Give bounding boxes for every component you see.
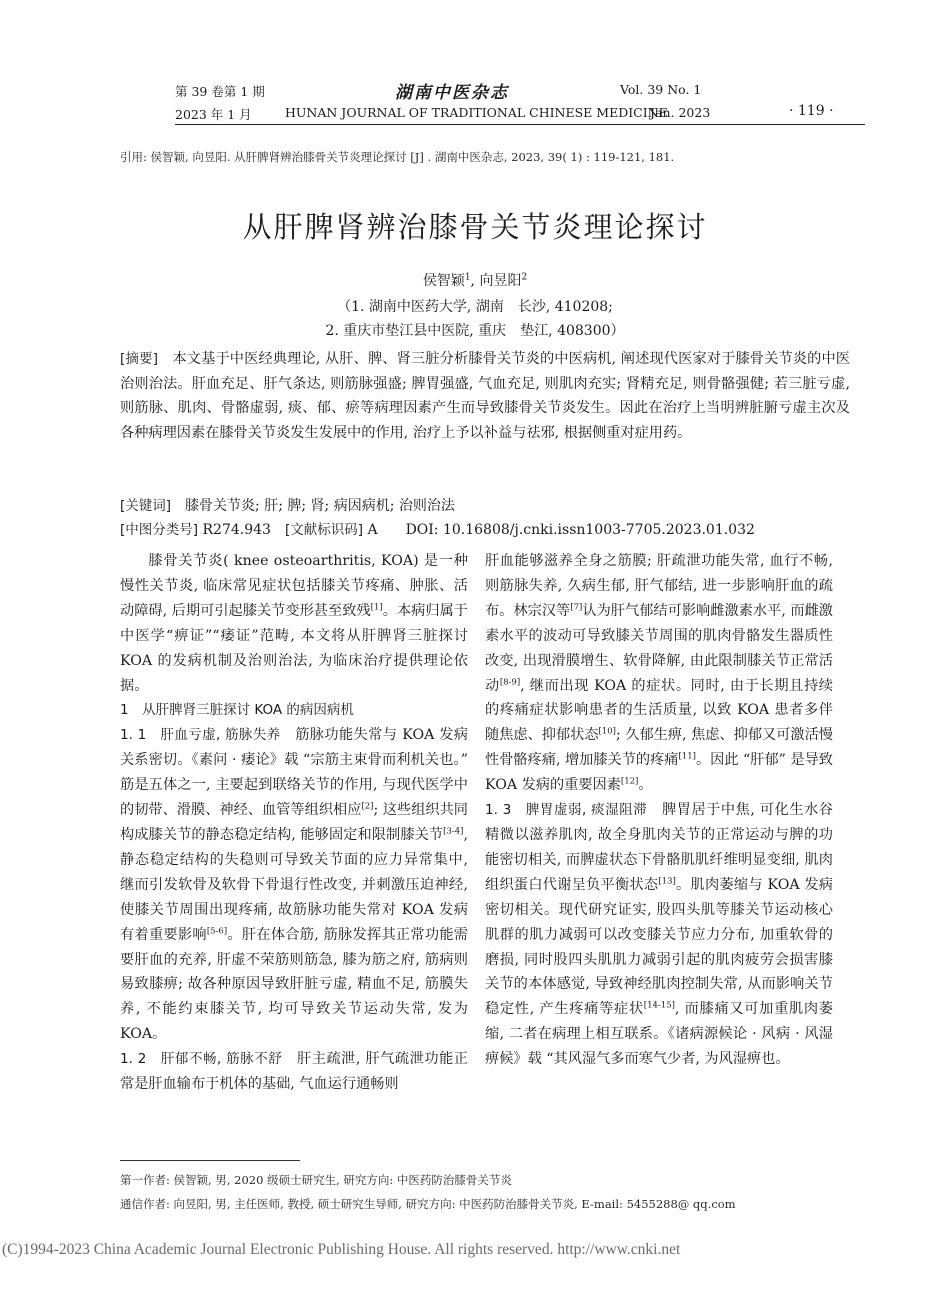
keywords-line [120,494,455,515]
footnote-first-author: 第一作者: 侯智颖, 男, 2020 级硕士研究生, 研究方向: 中医药防治膝骨关节炎 [120,1173,512,1187]
citation-line: 引用: 侯智颖, 向昱阳. 从肝脾肾辨治膝骨关节炎理论探讨 [J] . 湖南中医杂志, 2023, 39( 1) : 119-121, 181. [120,150,675,164]
doc-code-label: [文献标识码] [284,522,363,538]
abstract [120,347,850,445]
abstract-text: 本文基于中医经典理论, 从肝、脾、肾三脏分析膝骨关节炎的中医病机, 阐述现代医家对于膝骨关节炎的中医治则治法。肝血充足、肝气条达, 则筋脉强盛; 脾胃强盛, 气血充足, 则肌肉充实; 肾精充足, 则骨骼强健; 若三脏亏虚, 则筋脉、肌肉、骨骼虚弱, 痰、郁、瘀等病理因素产生而导致膝骨关节炎发生。因此在治疗上当明辨脏腑亏虚主次及各种病理因素在膝骨关节炎发生发展中的作用, 治疗上予以补益与祛邪, 根据侧重对症用药。 [120,351,850,441]
text-run: 筋脉功能失常与 KOA 发病关系密切。《素问 · 痿论》载 “宗筋主束骨而利机关也。” 筋是五体之一, 主要起到联络关节的作用, 与现代医学中的韧带、滑膜、神经、血管等组织相应 [120,727,468,819]
body-column-right [485,549,833,1072]
paragraph-1-1 [120,723,468,1047]
reference-mark: [14-15] [643,1000,675,1011]
subsection-heading-1-2: 1. 2 肝郁不畅, 筋脉不舒 [120,1051,283,1068]
reference-mark: [12] [620,776,639,787]
subsection-heading-1-3: 1. 3 脾胃虚弱, 痰湿阻滞 [485,802,648,819]
author-line [0,270,950,290]
header-rule [175,124,865,125]
author-2-sup: 2 [521,272,528,283]
author-1: 侯智颖 [422,273,465,289]
doi: DOI: 10.16808/j.cnki.issn1003-7705.2023.01.032 [405,522,755,538]
text-run: 肝主疏泄, 肝气疏泄功能正常是肝血输布于机体的基础, 气血运行通畅则 [120,1051,468,1093]
doc-code: A [367,522,378,538]
affiliation-1: （1. 湖南中医药大学, 湖南 长沙, 410208; [337,299,613,315]
footnote-corresponding-author: 通信作者: 向昱阳, 男, 主任医师, 教授, 硕士研究生导师, 研究方向: 中医药防治膝骨关节炎, E-mail: 5455288@ qq.com [120,1197,736,1211]
text-run: 。本病归属于中医学“痹证”“痿证”范畴, 本文将从肝脾肾三脏探讨 KOA 的发病机制及治则治法, 为临床治疗提供理论依据。 [120,602,468,694]
text-run: 。肝在体合筋, 筋脉发挥其正常功能需要肝血的充养, 肝虚不荣筋则筋急, 膝为筋之府, 筋病则易致膝痹; 故各种原因导致肝脏亏虚, 精血不足, 筋膜失养, 不能约束膝关节, 均可导致关节运动失常, 发为 KOA。 [120,926,468,1043]
header-volume-en: Vol. 39 No. 1 [620,82,702,97]
text-run: , 静态稳定结构的失稳则可导致关节面的应力异常集中, 继而引发软骨及软骨下骨退行性改变, 并刺激压迫神经, 使膝关节周围出现疼痛, 故筋脉功能失常对 KOA 发病有着重要影响 [120,826,468,943]
reference-mark: [13] [658,876,676,887]
clc-code: R274.943 [202,522,271,538]
reference-mark: [8-9] [499,676,521,687]
journal-logo: 湖南中医杂志 [395,83,509,103]
paragraph-intro [120,549,468,698]
author-2: 向昱阳 [479,273,522,289]
paragraph-1-2 [120,1047,468,1097]
text-run: 肝血能够滋养全身之筋膜; 肝疏泄功能失常, 血行不畅, 则筋脉失养, 久病生郁, 肝气郁结, 进一步影响肝血的疏布。林宗汉等 [485,553,833,619]
reference-mark: [3-4] [443,826,464,837]
subsection-heading-1-1: 1. 1 肝血亏虚, 筋脉失养 [120,727,281,744]
text-run: 膝骨关节炎( knee osteoarthritis, KOA) 是一种慢性关节炎, 临床常见症状包括膝关节疼痛、肿胀、活动障碍, 后期可引起膝关节变形甚至致残 [120,553,468,619]
abstract-label: [摘要] [120,351,158,367]
paragraph-1-2-continued [485,549,833,798]
text-run: 认为肝气郁结可影响雌激素水平, 而雌激素水平的波动可导致膝关节周围的肌肉骨骼发生器质性改变, 出现滑膜增生、软骨降解, 由此限制膝关节正常活动 [485,602,833,694]
text-run: 。因此 “肝郁” 是导致 KOA 发病的重要因素 [485,752,833,794]
page-number: · 119 · [789,103,834,119]
section-heading-1: 1 从肝脾肾三脏探讨 KOA 的病因病机 [120,702,354,719]
text-run: 脾胃居于中焦, 可化生水谷精微以滋养肌肉, 故全身肌肉关节的正常运动与脾的功能密切相关, 而脾虚状态下骨骼肌肌纤维明显变细, 肌肉组织蛋白代谢呈负平衡状态 [485,802,833,893]
text-run: 。 [638,777,653,794]
reference-mark: [10] [598,726,616,737]
reference-mark: [1] [370,602,383,613]
text-run: ; 久郁生痹, 焦虑、抑郁又可激活慢性骨骼疼痛, 增加膝关节的疼痛 [485,727,833,769]
copyright-line: (C)1994-2023 China Academic Journal Electronic Publishing House. All rights reserved. http://www.cnki.net [2,1241,681,1258]
running-header [175,80,865,130]
header-journal-en: HUNAN JOURNAL OF TRADITIONAL CHINESE MEDICINE [285,105,668,120]
keywords-label: [关键词] [120,498,172,514]
keywords-text: 膝骨关节炎; 肝; 脾; 肾; 病因病机; 治则治法 [185,498,455,514]
header-date-cn: 2023 年 1 月 [175,107,252,122]
text-run: , 继而出现 KOA 的症状。同时, 由于长期且持续的疼痛症状影响患者的生活质量, 以致 KOA 患者多伴随焦虑、抑郁状态 [485,677,833,744]
author-separator: , [470,273,480,289]
text-run: ; 这些组织共同构成膝关节的静态稳定结构, 能够固定和限制膝关节 [120,802,468,843]
author-1-sup: 1 [464,272,471,283]
reference-mark: [5-6] [206,925,228,936]
header-volume-cn: 第 39 卷第 1 期 [175,84,265,99]
clc-label: [中图分类号] [120,522,199,538]
text-run: 。肌肉萎缩与 KOA 发病密切相关。现代研究证实, 股四头肌等膝关节运动核心肌群的肌力减弱可以改变膝关节应力分布, 加重软骨的磨损, 同时股四头肌肌力减弱引起的肌肉疲劳会损害膝关节的本体感觉, 导致神经肌肉控制失常, 从而影响关节稳定性, 产生疼痛等症状 [485,876,833,1018]
paragraph-1-3 [485,798,833,1072]
classification-line [120,518,755,539]
article-title: 从肝脾肾辨治膝骨关节炎理论探讨 [242,210,708,244]
reference-mark: [2] [361,801,374,812]
affiliation-2: 2. 重庆市垫江县中医院, 重庆 垫江, 408300） [325,323,625,339]
footnote-rule [120,1160,300,1161]
header-date-en: Jan. 2023 [650,105,711,120]
body-column-left [120,549,468,1097]
text-run: , 而膝痛又可加重肌肉萎缩, 二者在病理上相互联系。《诸病源候论 · 风病 · 风湿痹候》载 “其风湿气多而寒气少者, 为风湿痹也。 [485,1001,833,1068]
reference-mark: [11] [678,751,696,762]
reference-mark: [7] [570,602,583,613]
